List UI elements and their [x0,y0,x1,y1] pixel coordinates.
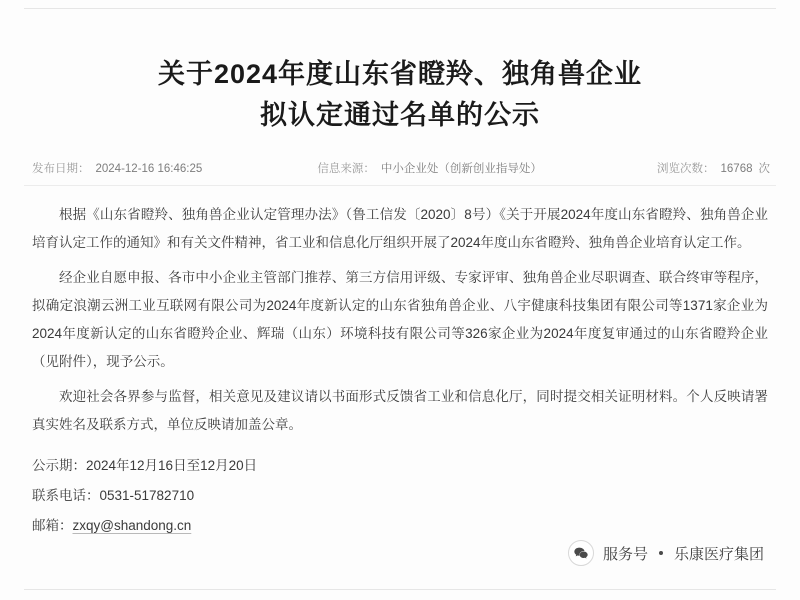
contact-phone-label: 联系电话： [32,488,100,503]
wechat-icon [568,540,594,566]
contact-email-value[interactable]: zxqy@shandong.cn [72,518,192,533]
view-count-unit: 次 [758,163,770,175]
paragraph-2: 经企业自愿申报、各市中小企业主管部门推荐、第三方信用评级、专家评审、独角兽企业尽职调查、联合终审等程序，拟确定浪潮云洲工业互联网有限公司为2024年度新认定的山东省独角兽企业、八宇健康科技集团有限公司等1371家企业为2024年度新认定的山东省瞪羚企业、辉瑞（山东）环境科技有限公司等326家企业为2024年度复审通过的山东省瞪羚企业（见附件），现予公示。 [32,270,768,369]
view-count-value: 16768 [720,163,753,175]
contact-info [24,451,776,541]
publicity-period-label: 公示期： [32,458,86,473]
page-title [24,0,776,136]
footer-service-label: 服务号 [602,545,648,563]
paragraph-1: 根据《山东省瞪羚、独角兽企业认定管理办法》（鲁工信发〔2020〕8号）《关于开展2024年度山东省瞪羚、独角兽企业培育认定工作的通知》和有关文件精神，省工业和信息化厅组织开展了2024年度山东省瞪羚、独角兽企业培育认定工作。 [32,207,768,250]
meta-divider [24,185,776,186]
contact-email-label: 邮箱： [32,518,73,533]
article-body [24,201,776,439]
footer-account-name: 乐康医疗集团 [673,545,764,563]
publicity-period [32,451,768,481]
info-source-label: 信息来源： [317,163,375,175]
publish-date [32,160,202,176]
info-source [317,160,542,176]
view-count-label: 浏览次数： [657,163,715,175]
view-count [657,160,770,176]
contact-phone-value: 0531-51782710 [99,488,195,503]
info-source-value: 中小企业处（创新创业指导处） [380,163,542,175]
bottom-divider [24,589,776,590]
title-line-2: 拟认定通过名单的公示 [260,100,540,130]
contact-email [32,511,768,541]
title-line-1: 关于2024年度山东省瞪羚、独角兽企业 [157,59,643,89]
publish-date-label: 发布日期： [32,163,90,175]
footer-separator-dot [659,551,663,555]
publish-date-value: 2024-12-16 16:46:25 [95,163,203,175]
publicity-period-value: 2024年12月16日至12月20日 [86,458,258,473]
wechat-footer [568,540,764,566]
article-meta [24,160,776,176]
top-divider [24,8,776,9]
contact-phone [32,481,768,511]
paragraph-3: 欢迎社会各界参与监督，相关意见及建议请以书面形式反馈省工业和信息化厅，同时提交相关证明材料。个人反映请署真实姓名及联系方式，单位反映请加盖公章。 [32,389,768,432]
